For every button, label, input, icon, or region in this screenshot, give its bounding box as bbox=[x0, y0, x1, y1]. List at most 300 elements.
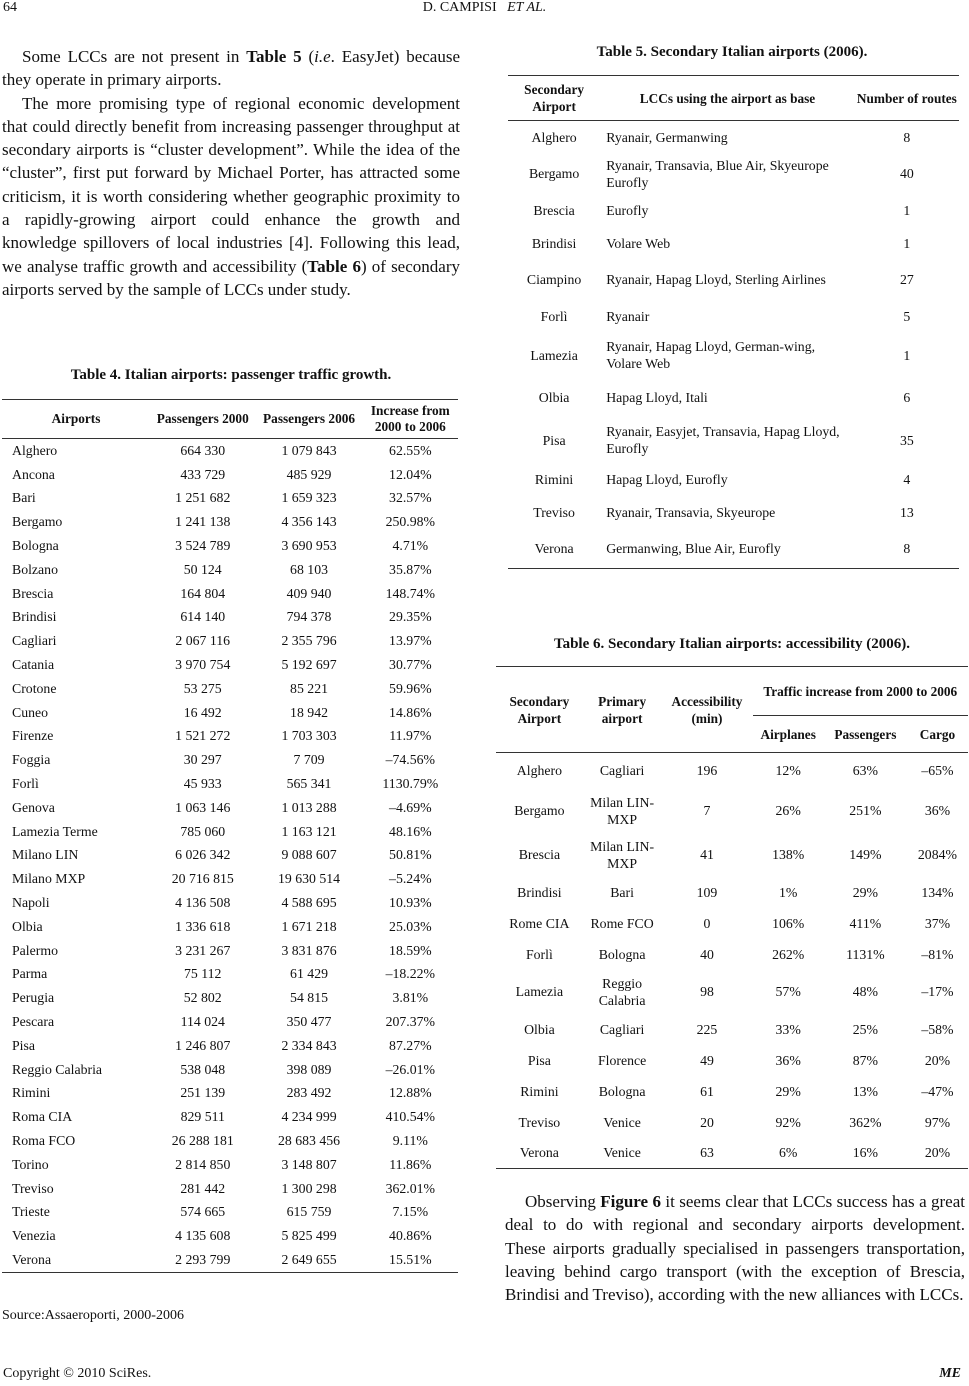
table5-row bbox=[508, 227, 959, 260]
table6-cell: 109 bbox=[696, 884, 718, 900]
table6-cell: Rome CIA bbox=[509, 915, 570, 931]
table4-row bbox=[2, 1105, 458, 1129]
table6-row bbox=[496, 939, 968, 970]
table6-header-passengers: Passengers bbox=[834, 726, 897, 742]
table4-cell: 16 492 bbox=[183, 704, 222, 720]
table5-cell: 35 bbox=[899, 432, 914, 448]
table5-cell: Rimini bbox=[534, 471, 574, 487]
table4-cell: Reggio Calabria bbox=[12, 1061, 103, 1077]
table4-cell: 9 088 607 bbox=[281, 847, 337, 863]
table4-cell: 3 231 267 bbox=[175, 942, 231, 958]
table5-cell: Treviso bbox=[533, 504, 575, 520]
table4-cell: 2 355 796 bbox=[281, 633, 337, 649]
table4-row bbox=[2, 725, 458, 749]
table4-cell: 11.86% bbox=[389, 1156, 432, 1172]
table4-header-increase: Increase from 2000 to 2006 bbox=[370, 403, 450, 434]
table5-row bbox=[508, 463, 959, 496]
table6-row bbox=[496, 789, 968, 833]
table4-cell: 1 241 138 bbox=[175, 514, 231, 530]
table4-cell: 12.04% bbox=[389, 466, 432, 482]
table5-header-airport: Secondary Airport bbox=[524, 82, 585, 114]
table4-cell: 4.71% bbox=[392, 538, 429, 554]
table5-row bbox=[508, 121, 959, 154]
table4-row bbox=[2, 534, 458, 558]
table4-cell: 664 330 bbox=[180, 442, 226, 458]
table6-cell: 262% bbox=[772, 946, 805, 962]
table4-cell: 829 511 bbox=[180, 1109, 225, 1125]
table4-cell: 54 815 bbox=[290, 990, 328, 1006]
table4-cell: Roma FCO bbox=[12, 1133, 76, 1148]
table5-cell: 27 bbox=[899, 272, 914, 287]
table5-header-routes: Number of routes bbox=[856, 90, 957, 106]
table4-cell: –5.24% bbox=[389, 871, 432, 887]
table4-cell: 250.98% bbox=[385, 514, 436, 530]
para1-ie: i.e bbox=[314, 47, 331, 66]
table4-cell: 5 192 697 bbox=[281, 657, 337, 673]
table4-cell: 565 341 bbox=[286, 776, 332, 792]
table6-cell: Treviso bbox=[518, 1114, 561, 1130]
table6-cell: –81% bbox=[921, 946, 954, 962]
table4-cell: 615 759 bbox=[286, 1204, 332, 1220]
running-title bbox=[0, 0, 969, 16]
table4-cell: 48.16% bbox=[389, 823, 432, 839]
table5-cell: Ryanair bbox=[606, 308, 650, 324]
table4-cell: 574 665 bbox=[180, 1204, 226, 1220]
table4-cell: 409 940 bbox=[286, 585, 332, 601]
table4-cell: 1 251 682 bbox=[175, 490, 231, 506]
table5-cell: 5 bbox=[903, 308, 911, 324]
table6-ref: Table 6 bbox=[307, 256, 361, 276]
table4-cell: –4.69% bbox=[389, 799, 432, 815]
table4-cell: 2 814 850 bbox=[175, 1156, 231, 1172]
table6-cell: –17% bbox=[921, 984, 954, 999]
table4-row bbox=[2, 1224, 458, 1248]
table4-cell: 50 124 bbox=[183, 561, 222, 577]
table4-cell: 68 103 bbox=[290, 561, 328, 577]
table5-cell: Lamezia bbox=[530, 347, 578, 363]
table4-cell: 12.88% bbox=[389, 1085, 432, 1101]
table5-cell: Ryanair, Hapag Lloyd, German-wing, Volare Web bbox=[606, 339, 816, 371]
table4-cell: Pescara bbox=[12, 1014, 55, 1030]
table5-caption: Table 5. Secondary Italian airports (2006). bbox=[596, 44, 868, 60]
para3-text-2: it seems clear that LCCs success has a great deal to do with regional and secondary airports development. These airports gradually specialised in passengers transportation, leaving behind cargo transport (with the exception of Brescia, Brindisi and Treviso), according with the new alliances with LCCs. bbox=[505, 1192, 965, 1305]
table4-cell: 1 079 843 bbox=[281, 442, 337, 458]
table4-cell: 62.55% bbox=[389, 442, 432, 458]
table6-header-traffic-group: Traffic increase from 2000 to 2006 bbox=[753, 667, 968, 716]
table4-row bbox=[2, 820, 458, 844]
table4-row bbox=[2, 1082, 458, 1106]
table4-row bbox=[2, 677, 458, 701]
table4-row bbox=[2, 963, 458, 987]
table6-row bbox=[496, 1076, 968, 1107]
table4-cell: Napoli bbox=[12, 895, 50, 911]
table4-cell: 40.86% bbox=[389, 1228, 432, 1244]
footer-copyright: Copyright © 2010 SciRes. bbox=[3, 1366, 152, 1381]
table4-row bbox=[2, 1153, 458, 1177]
table6-cell: 63 bbox=[700, 1145, 714, 1161]
table6-cell: 25% bbox=[852, 1021, 879, 1037]
table6-cell: 138% bbox=[772, 847, 805, 862]
table4-cell: 3 970 754 bbox=[175, 657, 231, 673]
table4-row bbox=[2, 606, 458, 630]
table4-row bbox=[2, 1058, 458, 1082]
table4-cell: Lamezia Terme bbox=[12, 823, 98, 839]
table4-cell: Perugia bbox=[12, 990, 55, 1006]
table6-cell: 7 bbox=[703, 803, 711, 818]
table5-cell: Olbia bbox=[538, 390, 570, 405]
table6-header-access: Accessibility (min) bbox=[671, 693, 743, 726]
table6-cell: 411% bbox=[849, 915, 882, 931]
table4-cell: 1 300 298 bbox=[281, 1180, 337, 1196]
table4-cell: 9.11% bbox=[392, 1133, 428, 1148]
table6-cell: 134% bbox=[921, 884, 954, 900]
table5-cell: Verona bbox=[534, 540, 574, 556]
table4-cell: 61 429 bbox=[290, 966, 328, 982]
table6-cell: –58% bbox=[921, 1021, 954, 1037]
table6-cell: –65% bbox=[921, 763, 954, 779]
table6-cell: Cagliari bbox=[599, 763, 645, 779]
table4-cell: 6 026 342 bbox=[175, 847, 231, 863]
table6-cell: Bari bbox=[610, 884, 634, 900]
table4-cell: 35.87% bbox=[389, 561, 432, 577]
table4 bbox=[2, 399, 458, 1273]
right-column-text bbox=[505, 1190, 965, 1306]
table6-cell: 1% bbox=[778, 884, 798, 900]
table4-caption: Table 4. Italian airports: passenger traffic growth. bbox=[70, 367, 392, 383]
table6-cell: 20 bbox=[700, 1114, 714, 1130]
table4-cell: 4 588 695 bbox=[281, 895, 337, 911]
table6-row bbox=[496, 833, 968, 877]
table4-cell: 614 140 bbox=[180, 609, 226, 625]
table5-cell: 40 bbox=[899, 166, 914, 181]
table4-cell: 251 139 bbox=[180, 1085, 226, 1101]
table4-header-airports: Airports bbox=[51, 411, 101, 426]
table6-cell: 362% bbox=[849, 1114, 882, 1130]
table4-cell: Pisa bbox=[12, 1037, 35, 1053]
table5-cell: Volare Web bbox=[606, 235, 671, 251]
table4-cell: Parma bbox=[12, 966, 48, 982]
table4-cell: 15.51% bbox=[389, 1251, 432, 1267]
table5-cell: Brescia bbox=[533, 202, 575, 218]
table4-cell: Alghero bbox=[12, 442, 58, 458]
table6-cell: 0 bbox=[703, 915, 711, 931]
table4-cell: Brescia bbox=[12, 585, 54, 601]
table4-cell: Verona bbox=[12, 1251, 52, 1267]
table6-cell: 6% bbox=[778, 1145, 798, 1161]
table4-cell: Trieste bbox=[12, 1204, 50, 1220]
table4-row bbox=[2, 1248, 458, 1272]
table4-cell: 25.03% bbox=[389, 918, 432, 934]
table4-cell: Catania bbox=[12, 657, 55, 673]
table4-cell: 3.81% bbox=[392, 990, 429, 1006]
table6-cell: 26% bbox=[775, 803, 801, 818]
table6-cell: 97% bbox=[924, 1114, 951, 1130]
table4-cell: 207.37% bbox=[385, 1014, 436, 1030]
table4-cell: 59.96% bbox=[389, 680, 432, 696]
table4-cell: 114 024 bbox=[180, 1014, 225, 1030]
table6-cell: Milan LIN-MXP bbox=[590, 794, 655, 827]
table4-cell: Cuneo bbox=[12, 704, 49, 720]
table4-row bbox=[2, 772, 458, 796]
table4-row bbox=[2, 844, 458, 868]
table5-cell: Alghero bbox=[531, 129, 577, 145]
table6-cell: Brescia bbox=[518, 847, 561, 862]
para2-text-1: The more promising type of regional economic development that could directly benefit from increasing passenger throughput at secondary airports is “cluster development”. While the idea of the “cluster”, first put forward by Michael Porter, has attracted some criticism, it is worth considering whether geographic proximity to a rapidly-growing airport could enhance the growth and knowledge spillovers of local industries [4]. Following this lead, we analyse traffic growth and accessibility ( bbox=[2, 93, 460, 276]
table6-cell: Milan LIN-MXP bbox=[590, 838, 655, 871]
table4-cell: 85 221 bbox=[290, 680, 328, 696]
table5-header-row bbox=[508, 76, 959, 121]
table4-cell: 794 378 bbox=[286, 609, 332, 625]
table4-header-pass2000: Passengers 2000 bbox=[156, 411, 249, 426]
table4-row bbox=[2, 1177, 458, 1201]
table5-cell: Ciampino bbox=[526, 272, 582, 287]
table4-cell: Olbia bbox=[12, 918, 43, 934]
running-title-etal: ET AL. bbox=[507, 0, 547, 15]
table4-cell: 87.27% bbox=[389, 1037, 432, 1053]
table6-row bbox=[496, 1014, 968, 1045]
table4-cell: 1 063 146 bbox=[175, 799, 231, 815]
table6-header-cargo: Cargo bbox=[919, 726, 956, 742]
table4-cell: Bari bbox=[12, 490, 36, 506]
table5-cell: Pisa bbox=[542, 432, 566, 448]
table6-cell: 149% bbox=[849, 847, 882, 862]
paragraph-2 bbox=[2, 92, 460, 302]
table5-cell: Forlì bbox=[540, 308, 568, 324]
table6-cell: 41 bbox=[700, 847, 714, 862]
table4-row bbox=[2, 487, 458, 511]
table5-cell: 8 bbox=[903, 540, 911, 556]
table4-cell: 3 831 876 bbox=[281, 942, 337, 958]
table6-cell: Venice bbox=[603, 1145, 641, 1161]
table4-cell: Genova bbox=[12, 799, 55, 815]
table5-cell: 1 bbox=[903, 235, 911, 251]
table4-cell: Firenze bbox=[12, 728, 54, 744]
table4-cell: Cagliari bbox=[12, 633, 57, 649]
para1-text-3: . EasyJet) because they operate in primary airports. bbox=[2, 47, 460, 90]
table5-cell: 1 bbox=[903, 202, 911, 218]
table6-cell: 61 bbox=[700, 1083, 714, 1099]
table4-cell: 30.77% bbox=[389, 657, 432, 673]
figure6-ref: Figure 6 bbox=[600, 1192, 661, 1211]
table6-cell: 1131% bbox=[846, 946, 885, 962]
table4-cell: –74.56% bbox=[385, 752, 436, 768]
table4-row bbox=[2, 915, 458, 939]
table4-cell: –18.22% bbox=[385, 966, 436, 982]
table5-cell: Bergamo bbox=[528, 166, 580, 181]
table4-cell: 1 659 323 bbox=[281, 490, 337, 506]
table4-cell: 45 933 bbox=[183, 776, 222, 792]
table6-cell: Cagliari bbox=[599, 1021, 645, 1037]
table4-cell: 3 524 789 bbox=[175, 538, 231, 554]
table5-row bbox=[508, 194, 959, 227]
table4-cell: 164 804 bbox=[180, 585, 226, 601]
table4-row bbox=[2, 653, 458, 677]
table4-cell: 1 703 303 bbox=[281, 728, 337, 744]
table4-cell: 283 492 bbox=[286, 1085, 332, 1101]
table6-cell: Forlì bbox=[525, 946, 553, 962]
table4-cell: Torino bbox=[12, 1156, 49, 1172]
table4-cell: 350 477 bbox=[286, 1014, 332, 1030]
table4-cell: 148.74% bbox=[385, 585, 436, 601]
paragraph-3 bbox=[505, 1190, 965, 1306]
table4-cell: 18.59% bbox=[389, 942, 432, 958]
table4-cell: 50.81% bbox=[389, 847, 432, 863]
table6-cell: 36% bbox=[775, 1052, 801, 1068]
table6-cell: 49 bbox=[700, 1052, 714, 1068]
table4-cell: 410.54% bbox=[385, 1109, 436, 1125]
table6-cell: 29% bbox=[852, 884, 879, 900]
table6-cell: Bergamo bbox=[514, 803, 565, 818]
table4-cell: Milano MXP bbox=[12, 871, 86, 887]
table4-cell: Brindisi bbox=[12, 609, 57, 625]
table4-cell: 4 136 508 bbox=[175, 895, 231, 911]
table6-cell: Rome FCO bbox=[590, 915, 654, 931]
table5-cell: 1 bbox=[903, 347, 911, 363]
table4-cell: 4 234 999 bbox=[281, 1109, 337, 1125]
table5-cell: Ryanair, Transavia, Blue Air, Skyeurope Eurofly bbox=[606, 157, 829, 190]
table4-row bbox=[2, 986, 458, 1010]
table6-cell: Rimini bbox=[520, 1083, 559, 1099]
table6-cell: Lamezia bbox=[515, 984, 564, 999]
table6-cell: 33% bbox=[775, 1021, 801, 1037]
table4-cell: 7 709 bbox=[293, 752, 325, 768]
table5-cell: Eurofly bbox=[606, 202, 649, 218]
table4-cell: 2 293 799 bbox=[175, 1251, 231, 1267]
table6-header-secondary: Secondary Airport bbox=[509, 693, 570, 726]
table4-cell: Bergamo bbox=[12, 514, 63, 530]
table5-cell: 13 bbox=[899, 504, 914, 520]
table4-cell: 13.97% bbox=[389, 633, 432, 649]
table4-row bbox=[2, 867, 458, 891]
table4-cell: 18 942 bbox=[290, 704, 328, 720]
paragraph-1 bbox=[2, 45, 460, 92]
table4-cell: Venezia bbox=[12, 1228, 56, 1244]
table6-caption: Table 6. Secondary Italian airports: accessibility (2006). bbox=[553, 636, 911, 652]
table4-cell: 398 089 bbox=[286, 1061, 332, 1077]
table6-row bbox=[496, 1107, 968, 1138]
table5-row bbox=[508, 529, 959, 569]
table6-cell: Venice bbox=[603, 1114, 641, 1130]
table4-cell: 14.86% bbox=[389, 704, 432, 720]
table4-cell: 5 825 499 bbox=[281, 1228, 337, 1244]
table6-cell: 57% bbox=[775, 984, 801, 999]
table4-cell: 1 246 807 bbox=[175, 1037, 231, 1053]
table6-cell: 225 bbox=[696, 1021, 718, 1037]
table5-cell: Ryanair, Hapag Lloyd, Sterling Airlines bbox=[606, 272, 826, 287]
table4-row bbox=[2, 558, 458, 582]
table4-cell: 2 067 116 bbox=[175, 633, 231, 649]
table4-cell: Ancona bbox=[12, 466, 55, 482]
table4-header-pass2006: Passengers 2006 bbox=[263, 411, 356, 426]
table6-cell: 13% bbox=[852, 1083, 879, 1099]
table6-cell: 106% bbox=[772, 915, 805, 931]
para3-text-1: Observing bbox=[525, 1192, 601, 1211]
table4-cell: 785 060 bbox=[180, 823, 226, 839]
table6-cell: Alghero bbox=[516, 763, 562, 779]
table6-cell: 29% bbox=[775, 1083, 801, 1099]
table4-cell: 3 148 807 bbox=[281, 1156, 337, 1172]
table6-cell: 36% bbox=[924, 803, 951, 818]
table6-cell: 63% bbox=[852, 763, 879, 779]
table5-cell: 6 bbox=[903, 390, 911, 405]
table4-row bbox=[2, 463, 458, 487]
table4-header-row bbox=[2, 400, 458, 439]
table6-cell: 12% bbox=[775, 763, 801, 779]
table4-cell: Foggia bbox=[12, 752, 51, 768]
table6 bbox=[496, 666, 968, 1169]
table6-cell: 98 bbox=[700, 984, 714, 999]
table4-row bbox=[2, 748, 458, 772]
table4-cell: 362.01% bbox=[385, 1180, 436, 1196]
table6-cell: 40 bbox=[700, 946, 714, 962]
table4-cell: 1 671 218 bbox=[281, 918, 337, 934]
table6-cell: 48% bbox=[852, 984, 879, 999]
table5-cell: 8 bbox=[903, 129, 911, 145]
table6-cell: Pisa bbox=[527, 1052, 551, 1068]
left-column-text bbox=[2, 45, 460, 301]
table4-row bbox=[2, 939, 458, 963]
table4-row bbox=[2, 1201, 458, 1225]
table5-cell: 4 bbox=[903, 471, 911, 487]
table5-row bbox=[508, 260, 959, 300]
table4-row bbox=[2, 629, 458, 653]
table5-row bbox=[508, 496, 959, 529]
table6-row bbox=[496, 970, 968, 1014]
table5-cell: Brindisi bbox=[531, 235, 577, 251]
table6-cell: 16% bbox=[852, 1145, 879, 1161]
table6-cell: Florence bbox=[597, 1052, 647, 1068]
table5-cell: Ryanair, Easyjet, Transavia, Hapag Lloyd, Eurofly bbox=[606, 424, 840, 456]
table4-cell: Bolzano bbox=[12, 561, 58, 577]
running-title-authors: D. CAMPISI bbox=[422, 0, 497, 15]
table4-cell: 4 356 143 bbox=[281, 514, 337, 530]
table4-cell: Bologna bbox=[12, 538, 59, 554]
table4-cell: 538 048 bbox=[180, 1061, 226, 1077]
table4-row bbox=[2, 796, 458, 820]
table4-cell: 75 112 bbox=[184, 966, 222, 982]
table5-ref: Table 5 bbox=[246, 47, 302, 66]
table6-row bbox=[496, 908, 968, 939]
table4-row bbox=[2, 439, 458, 463]
table4-cell: 3 690 953 bbox=[281, 538, 337, 554]
table5-cell: Hapag Lloyd, Itali bbox=[606, 390, 708, 405]
table4-cell: 53 275 bbox=[183, 680, 222, 696]
table4-cell: 1 163 121 bbox=[281, 823, 337, 839]
table4-cell: Palermo bbox=[12, 942, 58, 958]
table4-cell: Forlì bbox=[12, 776, 39, 792]
table5-row bbox=[508, 300, 959, 333]
table4-cell: –26.01% bbox=[385, 1061, 436, 1077]
para2-text-2: ) of secondary airports served by the sample of LCCs under study. bbox=[2, 256, 460, 299]
table4-cell: 52 802 bbox=[183, 990, 222, 1006]
footer-journal: ME bbox=[939, 1366, 961, 1381]
table4-cell: Rimini bbox=[12, 1085, 51, 1101]
table5-cell: Hapag Lloyd, Eurofly bbox=[606, 471, 728, 487]
table4-cell: 4 135 608 bbox=[175, 1228, 231, 1244]
table4-cell: 10.93% bbox=[389, 895, 432, 911]
table5-row bbox=[508, 154, 959, 194]
table4-cell: 28 683 456 bbox=[277, 1133, 341, 1148]
table6-cell: Bologna bbox=[598, 946, 646, 962]
table4-cell: 29.35% bbox=[389, 609, 432, 625]
table6-header-row-1 bbox=[496, 667, 968, 716]
table4-cell: 26 288 181 bbox=[171, 1133, 234, 1148]
table4-cell: 2 334 843 bbox=[281, 1037, 337, 1053]
table5-cell: Ryanair, Germanwing bbox=[606, 129, 728, 145]
page-number: 64 bbox=[3, 0, 17, 15]
table6-cell: 37% bbox=[924, 915, 951, 931]
table4-cell: 2 649 655 bbox=[281, 1251, 337, 1267]
